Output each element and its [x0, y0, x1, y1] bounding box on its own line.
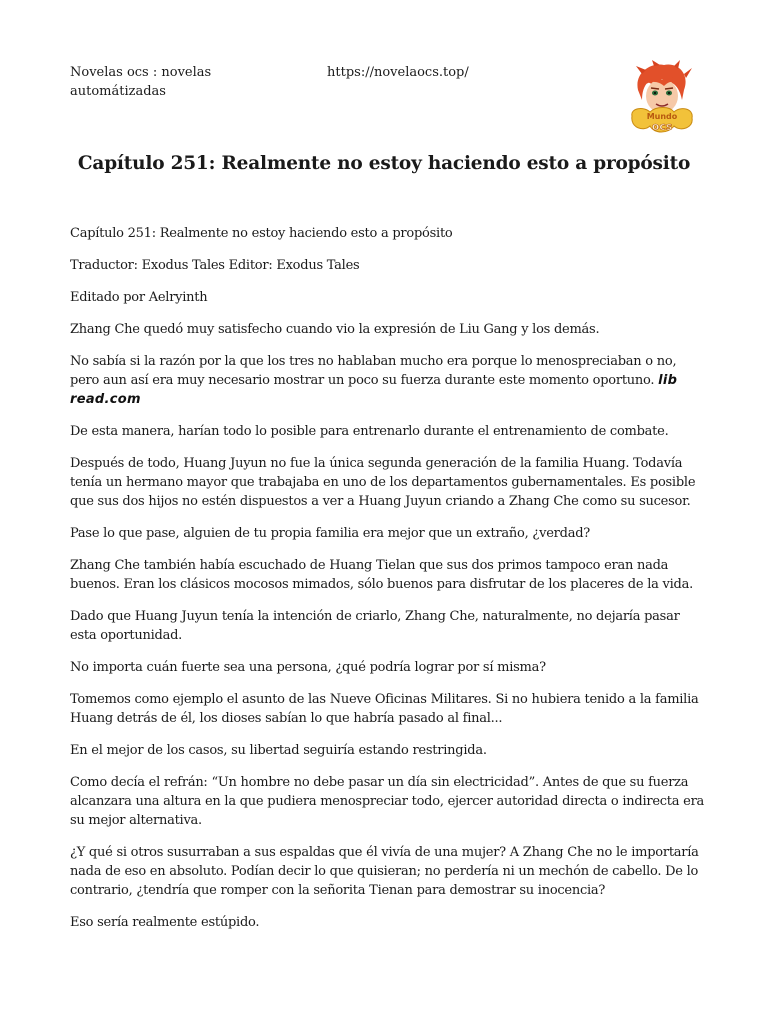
svg-text:Mundo: Mundo	[646, 112, 678, 121]
paragraph: Pase lo que pase, alguien de tu propia familia era mejor que un extraño, ¿verdad?	[70, 526, 590, 541]
paragraph: Eso sería realmente estúpido.	[70, 915, 260, 930]
page-title: Capítulo 251: Realmente no estoy haciendo esto a propósito	[77, 153, 691, 174]
paragraph-with-watermark	[70, 352, 705, 409]
paragraph: Zhang Che quedó muy satisfecho cuando vio la expresión de Liu Gang y los demás.	[70, 322, 600, 337]
site-url[interactable]: https://novelaocs.top/	[327, 65, 469, 80]
paragraph: Capítulo 251: Realmente no estoy haciendo esto a propósito	[70, 226, 453, 241]
svg-text:ocs: ocs	[651, 120, 673, 133]
chapter-body	[70, 224, 705, 945]
paragraph: No importa cuán fuerte sea una persona, ¿qué podría lograr por sí misma?	[70, 660, 546, 675]
paragraph: Tomemos como ejemplo el asunto de las Nueve Oficinas Militares. Si no hubiera tenido a la familia Huang detrás de él, los dioses sabían lo que habría pasado al final...	[70, 692, 699, 726]
mundo-ocs-logo	[624, 60, 700, 136]
paragraph: Zhang Che también había escuchado de Huang Tielan que sus dos primos tampoco eran nada buenos. Eran los clásicos mocosos mimados, sólo buenos para disfrutar de los placeres de la vida.	[70, 558, 693, 592]
paragraph: Después de todo, Huang Juyun no fue la única segunda generación de la familia Huang. Todavía tenía un hermano mayor que trabajaba en uno de los departamentos gubernamentales. Es posible que sus dos hijos no estén dispuestos a ver a Huang Juyun criando a Zhang Che como su sucesor.	[70, 456, 696, 509]
paragraph: De esta manera, harían todo lo posible para entrenarlo durante el entrenamiento de combate.	[70, 424, 669, 439]
paragraph: Como decía el refrán: “Un hombre no debe pasar un día sin electricidad”. Antes de que su fuerza alcanzara una altura en la que pudiera menospreciar todo, ejercer autoridad directa o indirecta era su mejor alternativa.	[70, 775, 705, 828]
paragraph: Editado por Aelryinth	[70, 290, 208, 305]
paragraph-text: No sabía si la razón por la que los tres no hablaban mucho era porque lo menospreciaban o no, pero aun así era muy necesario mostrar un poco su fuerza durante este momento oportuno.	[70, 354, 677, 388]
paragraph: En el mejor de los casos, su libertad seguiría estando restringida.	[70, 743, 487, 758]
site-name: Novelas ocs : novelas automátizadas	[70, 65, 212, 99]
paragraph: Traductor: Exodus Tales Editor: Exodus Tales	[70, 258, 360, 273]
paragraph: Dado que Huang Juyun tenía la intención de criarlo, Zhang Che, naturalmente, no dejaría pasar esta oportunidad.	[70, 609, 680, 643]
paragraph: ¿Y qué si otros susurraban a sus espaldas que él vivía de una mujer? A Zhang Che no le importaría nada de eso en absoluto. Podían decir lo que quisieran; no perdería ni un mechón de cabello. De lo contrario, ¿tendría que romper con la señorita Tienan para demostrar su inocencia?	[70, 845, 699, 898]
watermark: lib read.com	[70, 373, 678, 407]
